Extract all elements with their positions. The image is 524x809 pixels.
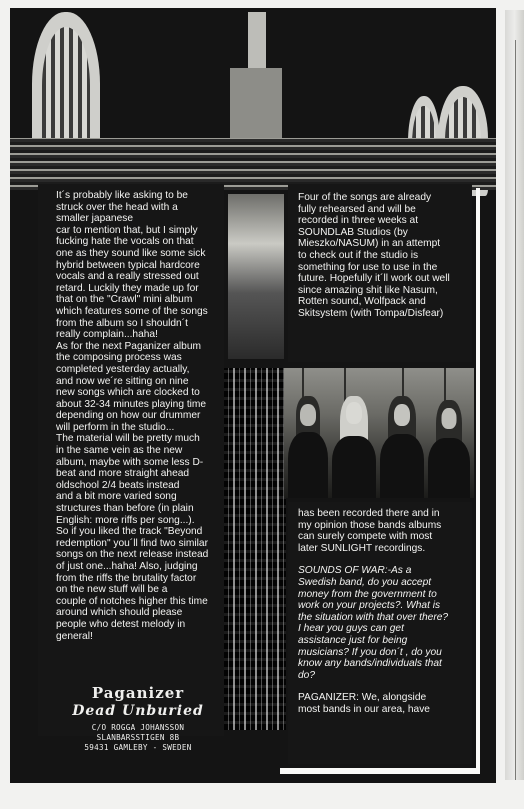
band-photo [284,368,474,498]
page-edge-line [515,40,516,780]
photo-strip [228,194,284,359]
band-member [380,390,424,498]
textured-strip [222,368,286,730]
right-bottom-paragraph: has been recorded there and in my opinion those bands albums can surely compete with most later SUNLIGHT recordings. [298,508,442,554]
frame-right [476,188,480,774]
left-text-column [38,184,224,736]
interview-answer: PAGANIZER: We, alongside most bands in our area, have [298,692,430,715]
zine-page [10,8,496,783]
contact-name: C/O ROGGA JOHANSSON [91,723,185,732]
paganizer-contact [58,684,218,753]
band-member [428,394,470,498]
contact-street: SLANBARSSTIGEN 8B [96,733,180,742]
spire-base [230,68,282,148]
album-logo: Dead Unburied [72,703,204,719]
band-logo: Paganizer [91,684,185,702]
interview-question: SOUNDS OF WAR:-As a Swedish band, do you accept money from the government to work on your projects?. What is the situation with that over there? I hear you guys can get assistance just for being musicians? If you don´t , do you know any bands/individuals that do? [298,565,449,681]
right-top-text [288,184,472,362]
stone-wall [10,138,496,190]
band-member [332,392,376,498]
frame-bottom [280,768,476,774]
spire [248,12,266,72]
left-paragraph: It´s probably like asking to be struck over the head with a smaller japanese car to mention that, but I simply fucking hate the vocals on that one as they sound like some sick hybrid between typical hardcore vocals and a really stressed out retard. Luckily they made up for that on the "Crawl" mini album which features some of the songs from the album so I shouldn´t really complain...haha! As for the next Paganizer album the composing process was completed yesterday actually, and now we´re sitting on nine new songs which are clocked to about 32-34 minutes playing time depending on how our drummer will perform in the studio... The material will be pretty much in the same vein as the new album, maybe with some less D- beat and more straight ahead oldschool 2/4 beats instead and a bit more varied song structures than before (in plain English: more riffs per song...). So if you liked the track "Beyond redemption" you´ll find two similar songs on the next release instead of just one...haha! Also, judging from the riffs the brutality factor on the new stuff will be a couple of notches higher this time around which should please people who detest melody in general! [56,190,209,642]
right-top-paragraph: Four of the songs are already fully rehearsed and will be recorded in three weeks at SOUNDLAB Studios (by Mieszko/NASUM) in an attempt to check out if the studio is something for use to use in the future. Hopefully it´ll work out well since amazing shit like Nasum, Rotten sound, Wolfpack and Skitsystem (with Tompa/Disfear) [298,192,450,319]
band-member [288,388,328,498]
right-bottom-text [288,502,472,764]
contact-city: 59431 GAMLEBY - SWEDEN [84,743,192,752]
